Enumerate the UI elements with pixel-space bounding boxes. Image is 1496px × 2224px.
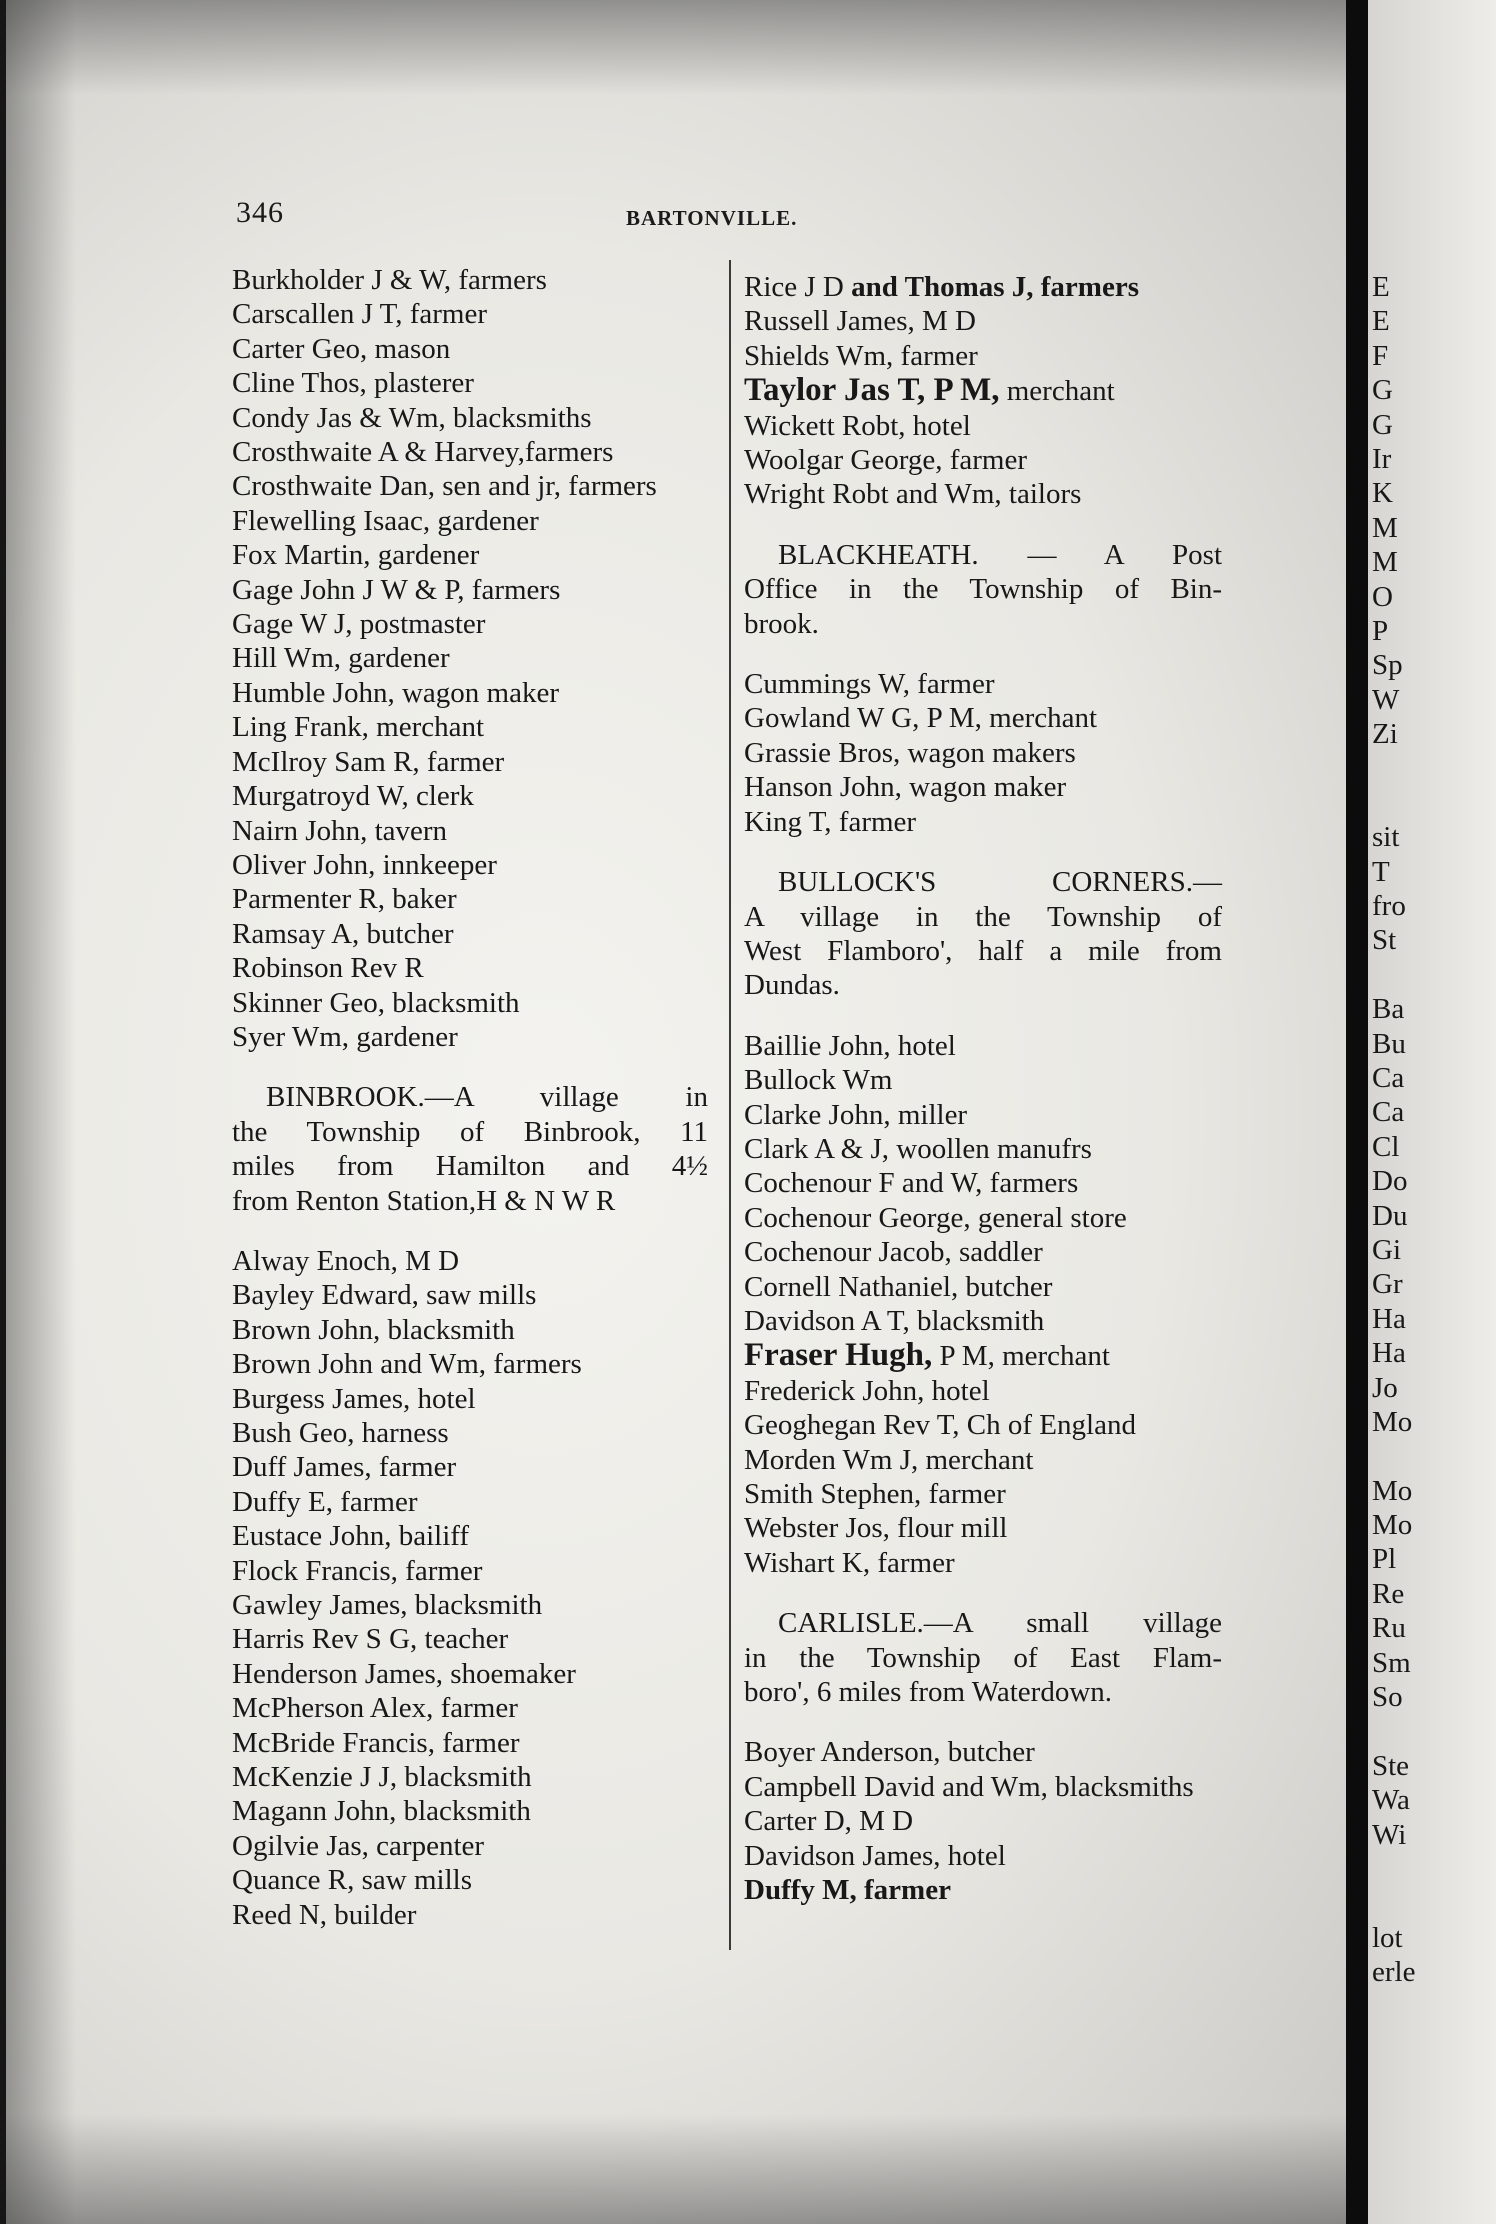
entry-name: Frederick John, hotel [744,1374,990,1407]
directory-entry: Quance R, saw mills [232,1864,473,1897]
adjacent-page-fragment-line: Mo [1372,1405,1413,1438]
adjacent-page-fragment-line: Mo [1372,1474,1413,1507]
directory-entry: Ramsay A, butcher [232,917,454,950]
adjacent-page-fragment-line: Ru [1372,1612,1406,1645]
adjacent-page-fragment-line: O [1372,580,1393,613]
adjacent-page-fragment-line: Mo [1372,1509,1413,1542]
directory-entry [744,373,1222,408]
directory-entry [744,1029,1222,1063]
adjacent-page-fragment [1368,0,1496,2224]
adjacent-page-fragment-line: Do [1372,1165,1408,1198]
entry-name: Campbell David and Wm, blacksmiths [744,1770,1194,1803]
directory-entry: Murgatroyd W, clerk [232,780,474,813]
directory-entry: Flewelling Isaac, gardener [232,504,539,537]
adjacent-page-fragment-line: Ir [1372,442,1392,475]
page-shadow-bottom [6,2114,1346,2224]
directory-entry: Gage W J, postmaster [232,608,486,641]
adjacent-page-fragment-line [1372,1886,1415,1920]
heading-line: in the Township of East Flam- [744,1641,1222,1674]
adjacent-page-fragment-line: lot [1372,1921,1403,1954]
entry-name: Geoghegan Rev T, Ch of England [744,1409,1136,1442]
entry-detail: merchant [999,375,1115,408]
right-column [744,270,1222,1907]
directory-entry: Carter Geo, mason [232,332,451,365]
page-number: 346 [236,196,284,229]
directory-entry: Ling Frank, merchant [232,711,485,744]
directory-entry: Reed N, builder [232,1898,417,1931]
directory-entry: Burkholder J & W, farmers [232,264,547,296]
adjacent-page-fragment-line: Wa [1372,1784,1410,1817]
carlisle-heading [744,1606,1222,1709]
adjacent-page-fragment-line: Ca [1372,1061,1405,1094]
directory-entry: Grassie Bros, wagon makers [744,736,1076,769]
directory-entry: McKenzie J J, blacksmith [232,1761,532,1794]
directory-entry: Gawley James, blacksmith [232,1589,543,1622]
section-gap [744,1709,1222,1735]
entry-name: Carter D, M D [744,1805,914,1838]
entry-name: Cornell Nathaniel, butcher [744,1270,1053,1303]
directory-entry: Harris Rev S G, teacher [232,1623,509,1656]
heading-line: West Flamboro', half a mile from [744,934,1222,967]
heading-line: the Township of Binbrook, 11 [232,1115,708,1148]
adjacent-page-fragment-line [1372,1439,1415,1473]
section-gap [232,1218,708,1244]
adjacent-page-fragment-line: K [1372,477,1393,510]
entry-name: Cochenour F and W, farmers [744,1167,1079,1200]
heading-line: brook. [744,607,819,640]
adjacent-page-fragment-line: Wi [1372,1818,1407,1851]
directory-entry: Syer Wm, gardener [232,1020,458,1053]
adjacent-page-fragment-line: fro [1372,890,1406,923]
adjacent-page-fragment-line: G [1372,374,1393,407]
directory-entry: Cline Thos, plasterer [232,367,474,400]
adjacent-page-fragment-line: erle [1372,1956,1416,1989]
running-title: BARTONVILLE. [626,206,798,230]
directory-entry: Nairn John, tavern [232,814,448,847]
directory-entry [744,1132,1222,1166]
directory-entry [744,339,1222,373]
entry-name: Bullock Wm [744,1064,893,1097]
directory-entry: Gage John J W & P, farmers [232,573,561,606]
directory-entry: Burgess James, hotel [232,1382,476,1415]
adjacent-page-fragment-line: Sp [1372,649,1403,682]
directory-entry: Skinner Geo, blacksmith [232,986,520,1019]
heading-line: miles from Hamilton and 4½ [232,1150,708,1183]
adjacent-page-fragment-line [1372,786,1415,820]
heading-line: A village in the Township of [744,900,1222,933]
adjacent-page-fragment-line: Ha [1372,1337,1406,1370]
entry-name: Shields Wm, farmer [744,339,978,372]
directory-entry [744,1235,1222,1269]
directory-entry: Crosthwaite Dan, sen and jr, farmers [232,470,657,503]
directory-entry [744,1063,1222,1097]
directory-entry: Condy Jas & Wm, blacksmiths [232,401,592,434]
directory-entry: Alway Enoch, M D [232,1244,460,1277]
directory-entry [744,1546,1222,1580]
directory-entry [744,1839,1222,1873]
adjacent-page-fragment-line: Ca [1372,1096,1405,1129]
directory-entry: Humble John, wagon maker [232,676,559,709]
directory-entry: McPherson Alex, farmer [232,1692,518,1725]
directory-entry [744,1098,1222,1132]
adjacent-page-fragment-line: Bu [1372,1027,1406,1060]
adjacent-page-fragment-line: sit [1372,821,1400,854]
directory-entry: Fox Martin, gardener [232,539,480,572]
adjacent-page-fragment-line: Gi [1372,1233,1401,1266]
adjacent-page-fragment-line [1372,751,1415,785]
heading-line: BLACKHEATH. — A Post [778,538,1222,571]
adjacent-page-fragment-line: So [1372,1681,1403,1714]
adjacent-page-fragment-line: Pl [1372,1543,1397,1576]
directory-entry [744,270,1222,304]
directory-entry: Duffy E, farmer [232,1485,418,1518]
directory-page [6,0,1346,2224]
directory-entry [744,1873,1222,1907]
directory-entry: McIlroy Sam R, farmer [232,745,505,778]
directory-entry [744,1804,1222,1838]
entry-name: Duffy M, farmer [744,1874,951,1907]
adjacent-page-fragment-line: M [1372,546,1398,579]
entry-name: Cochenour Jacob, saddler [744,1236,1043,1269]
entry-name: Rice J D [744,271,844,303]
directory-entry [744,1477,1222,1511]
directory-entry: Bush Geo, harness [232,1417,449,1449]
heading-line: Dundas. [744,969,840,1002]
adjacent-page-fragment-line: Zi [1372,718,1398,751]
adjacent-page-column [1372,270,1415,1990]
adjacent-page-fragment-line: W [1372,683,1400,716]
adjacent-page-fragment-line: Cl [1372,1130,1400,1163]
blackheath-heading [744,538,1222,641]
adjacent-page-fragment-line: Re [1372,1577,1405,1610]
adjacent-page-fragment-line: Du [1372,1199,1408,1232]
directory-entry: Carscallen J T, farmer [232,298,487,331]
directory-entry: McBride Francis, farmer [232,1726,520,1759]
entry-name: Webster Jos, flour mill [744,1512,1008,1545]
heading-line: CARLISLE.—A small village [778,1607,1222,1640]
adjacent-page-fragment-line: E [1372,305,1390,338]
adjacent-page-fragment-line: Gr [1372,1268,1403,1301]
directory-entry [744,409,1222,443]
adjacent-page-fragment-line: G [1372,408,1393,441]
adjacent-page-fragment-line: T [1372,855,1390,888]
adjacent-page-fragment-line: F [1372,339,1389,372]
bullocks-corners-heading [744,865,1222,1003]
adjacent-page-fragment-line: P [1372,614,1389,647]
directory-entry [744,1735,1222,1769]
directory-entry [744,1304,1222,1338]
directory-entry: Hill Wm, gardener [232,642,450,675]
section-gap [744,1003,1222,1029]
entry-name: Cochenour George, general store [744,1201,1127,1234]
section-gap [232,1054,708,1080]
entry-name: Woolgar George, farmer [744,444,1027,477]
directory-entry: Gowland W G, P M, merchant [744,702,1098,735]
directory-entry: Bayley Edward, saw mills [232,1279,537,1312]
section-gap [744,641,1222,667]
page-gutter [1346,0,1368,2224]
column-rule [729,260,731,1950]
entry-name: Davidson A T, blacksmith [744,1304,1045,1337]
entry-name: Smith Stephen, farmer [744,1478,1006,1510]
entry-name: Fraser Hugh, [744,1337,933,1374]
directory-entry: Flock Francis, farmer [232,1554,483,1587]
adjacent-page-fragment-line: Ste [1372,1749,1410,1782]
adjacent-page-fragment-line [1372,958,1415,992]
page-shadow-top [6,0,1346,95]
entry-name: Boyer Anderson, butcher [744,1736,1035,1769]
adjacent-page-fragment-line: St [1372,924,1397,957]
directory-entry: Crosthwaite A & Harvey,farmers [232,436,614,469]
directory-entry: Parmenter R, baker [232,883,457,916]
directory-entry [744,1408,1222,1442]
entry-detail: P M, merchant [932,1340,1110,1373]
adjacent-page-fragment-line: Ha [1372,1302,1406,1335]
heading-line: from Renton Station,H & N W R [232,1184,616,1217]
directory-entry: Henderson James, shoemaker [232,1657,576,1690]
directory-entry: Ogilvie Jas, carpenter [232,1829,485,1862]
directory-entry [744,443,1222,477]
directory-entry [744,1770,1222,1804]
heading-line: BINBROOK.—A village in [266,1081,708,1114]
section-gap [744,839,1222,865]
directory-entry: Oliver John, innkeeper [232,848,497,881]
left-column [232,263,708,1932]
section-gap [744,1580,1222,1606]
directory-entry [744,304,1222,338]
adjacent-page-fragment-line: Ba [1372,993,1405,1026]
heading-line: boro', 6 miles from Waterdown. [744,1676,1113,1709]
entry-name: Clark A & J, woollen manufrs [744,1132,1092,1165]
page-shadow-left [6,0,76,2224]
section-gap [744,512,1222,538]
directory-entry [744,1374,1222,1408]
entry-name: Morden Wm J, merchant [744,1443,1034,1476]
directory-entry [744,1201,1222,1235]
directory-entry: Magann John, blacksmith [232,1795,531,1828]
heading-line: BULLOCK'S CORNERS.— [778,866,1222,899]
entry-name: Wishart K, farmer [744,1546,955,1579]
directory-entry: Hanson John, wagon maker [744,771,1067,804]
entry-name: Wright Robt and Wm, tailors [744,478,1082,511]
entry-name: Taylor Jas T, P M, [744,372,1000,409]
directory-entry: Eustace John, bailiff [232,1520,470,1553]
directory-entry: Cummings W, farmer [744,668,995,701]
directory-entry [744,1511,1222,1545]
adjacent-page-fragment-line [1372,1852,1415,1886]
binbrook-heading [232,1080,708,1218]
entry-name: Clarke John, miller [744,1098,968,1131]
heading-line: Office in the Township of Bin- [744,573,1222,606]
directory-entry: Brown John, blacksmith [232,1313,515,1346]
directory-entry [744,1443,1222,1477]
adjacent-page-fragment-line: M [1372,511,1398,544]
directory-entry [744,1338,1222,1373]
entry-name: Russell James, M D [744,305,976,338]
entry-name: Davidson James, hotel [744,1839,1006,1872]
directory-entry: Brown John and Wm, farmers [232,1348,582,1381]
adjacent-page-fragment-line [1372,1714,1415,1748]
entry-name: Wickett Robt, hotel [744,409,971,442]
adjacent-page-fragment-line: Sm [1372,1646,1411,1679]
directory-entry: King T, farmer [744,805,917,838]
adjacent-page-fragment-line: E [1372,271,1390,303]
directory-entry [744,1270,1222,1304]
directory-entry [744,1166,1222,1200]
adjacent-page-fragment-line: Jo [1372,1371,1398,1404]
directory-entry: Duff James, farmer [232,1451,457,1484]
entry-name: Baillie John, hotel [744,1029,956,1062]
directory-entry: Robinson Rev R [232,952,424,985]
directory-entry [744,477,1222,511]
entry-detail: and Thomas J, farmers [843,271,1139,303]
